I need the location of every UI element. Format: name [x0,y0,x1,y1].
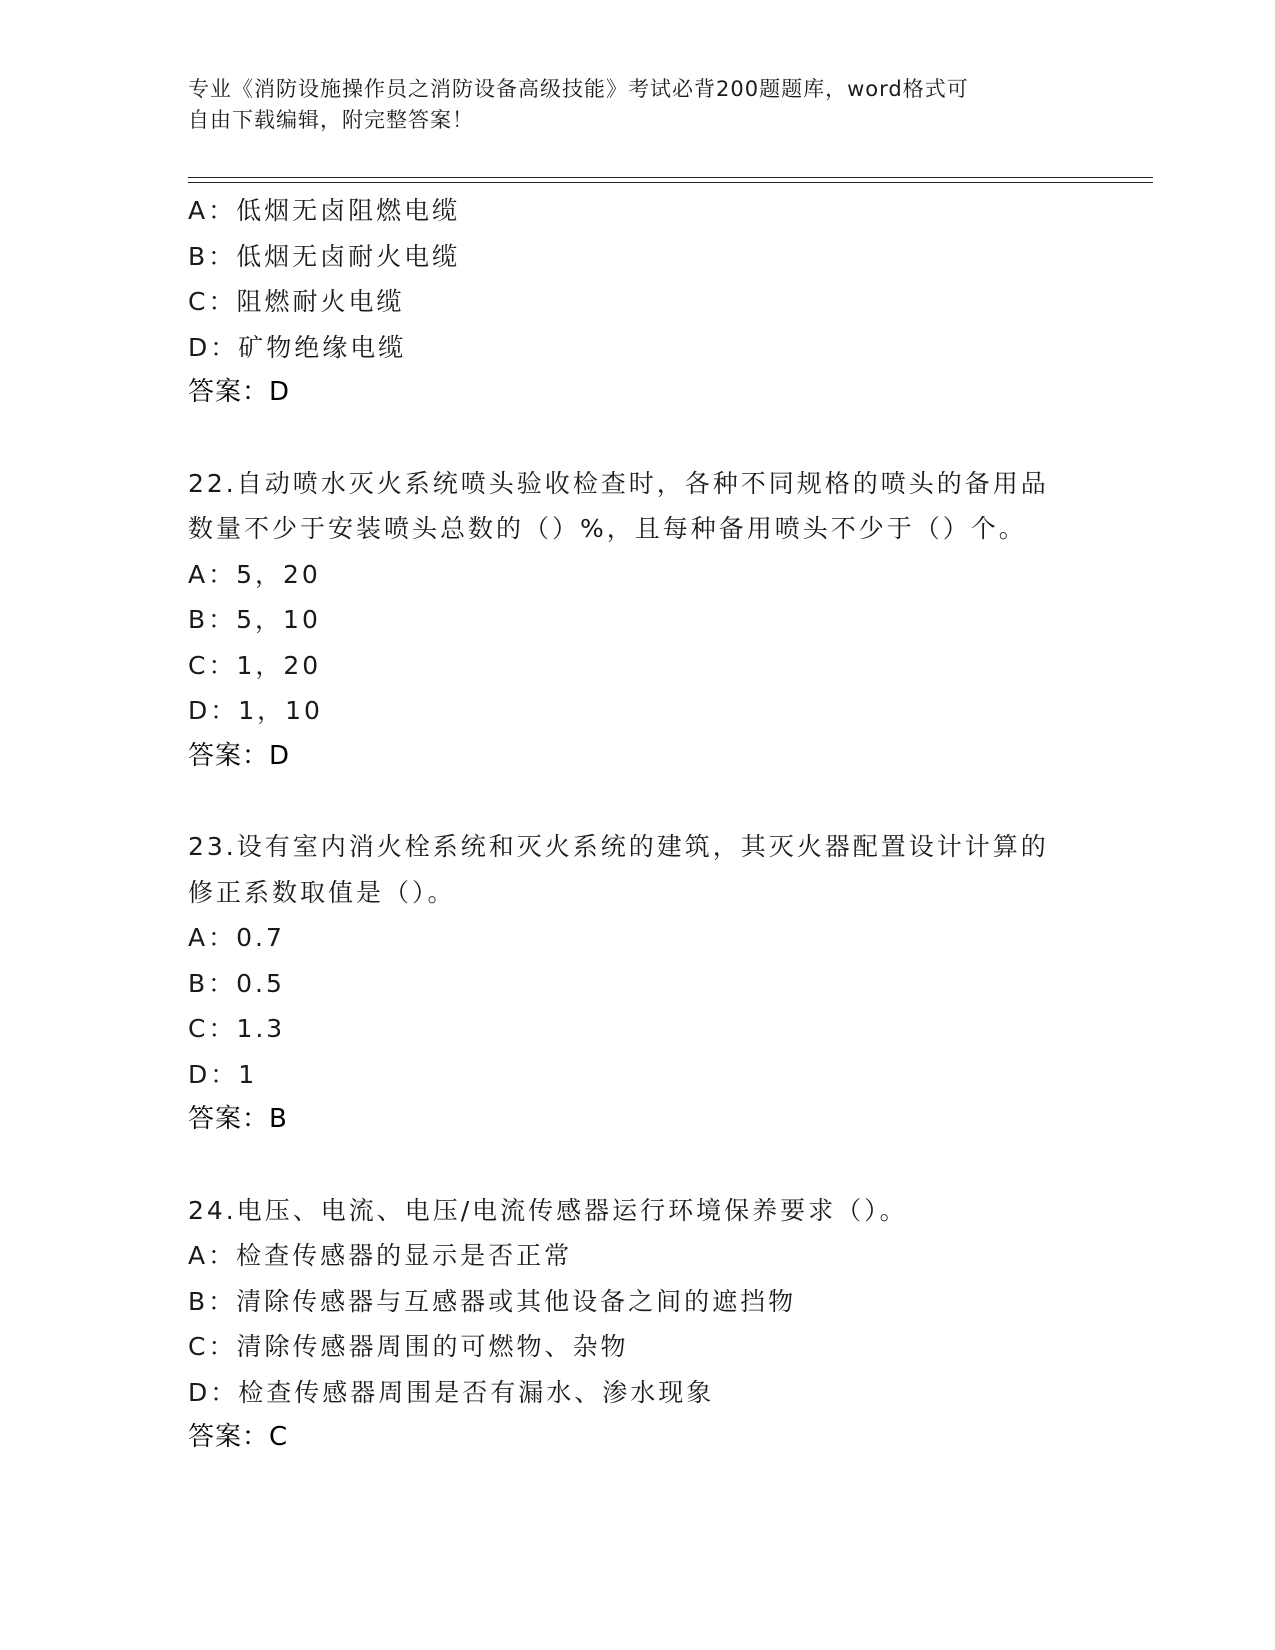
option-b: B：清除传感器与互感器或其他设备之间的遮挡物 [188,1286,797,1316]
question-stem: 23.设有室内消火栓系统和灭火系统的建筑，其灭火器配置设计计算的 [188,832,1049,861]
question-23 [188,824,1118,1143]
header-divider-bottom [188,182,1153,183]
option-d: D：1 [188,1059,258,1089]
option-a: A：低烟无卤阻燃电缆 [188,196,461,225]
question-stem: 数量不少于安装喷头总数的（）%，且每种备用喷头不少于（）个。 [188,514,1027,543]
option-d: D：1，10 [188,696,323,725]
question-22 [188,461,1118,780]
header-line-2: 自由下载编辑，附完整答案！ [188,108,474,132]
option-c: C：阻燃耐火电缆 [188,287,405,316]
option-b: B：低烟无卤耐火电缆 [188,241,461,271]
option-b: B：5，10 [188,605,321,634]
question-stem: 修正系数取值是（）。 [188,877,456,907]
answer: 答案：C [188,1422,289,1452]
question-24 [188,1188,1118,1461]
question-21-options [188,188,1118,416]
answer: 答案：D [188,740,291,771]
option-d: D：检查传感器周围是否有漏水、渗水现象 [188,1377,715,1407]
question-list [188,188,1118,1461]
option-c: C：1，20 [188,650,322,680]
header-divider-top [188,177,1153,178]
question-stem: 24.电压、电流、电压/电流传感器运行环境保养要求（）。 [188,1195,908,1225]
answer: 答案：B [188,1104,288,1134]
option-a: A：0.7 [188,923,285,952]
option-a: A：5，20 [188,559,321,589]
option-c: C：清除传感器周围的可燃物、杂物 [188,1332,629,1361]
header-line-1: 专业《消防设施操作员之消防设备高级技能》考试必背200题题库，word格式可 [188,77,969,101]
question-stem: 22.自动喷水灭火系统喷头验收检查时，各种不同规格的喷头的备用品 [188,468,1049,498]
document-header [188,74,1068,136]
answer: 答案：D [188,377,291,407]
option-a: A：检查传感器的显示是否正常 [188,1241,573,1270]
option-d: D：矿物绝缘电缆 [188,332,407,362]
option-c: C：1.3 [188,1014,286,1043]
option-b: B：0.5 [188,968,285,998]
